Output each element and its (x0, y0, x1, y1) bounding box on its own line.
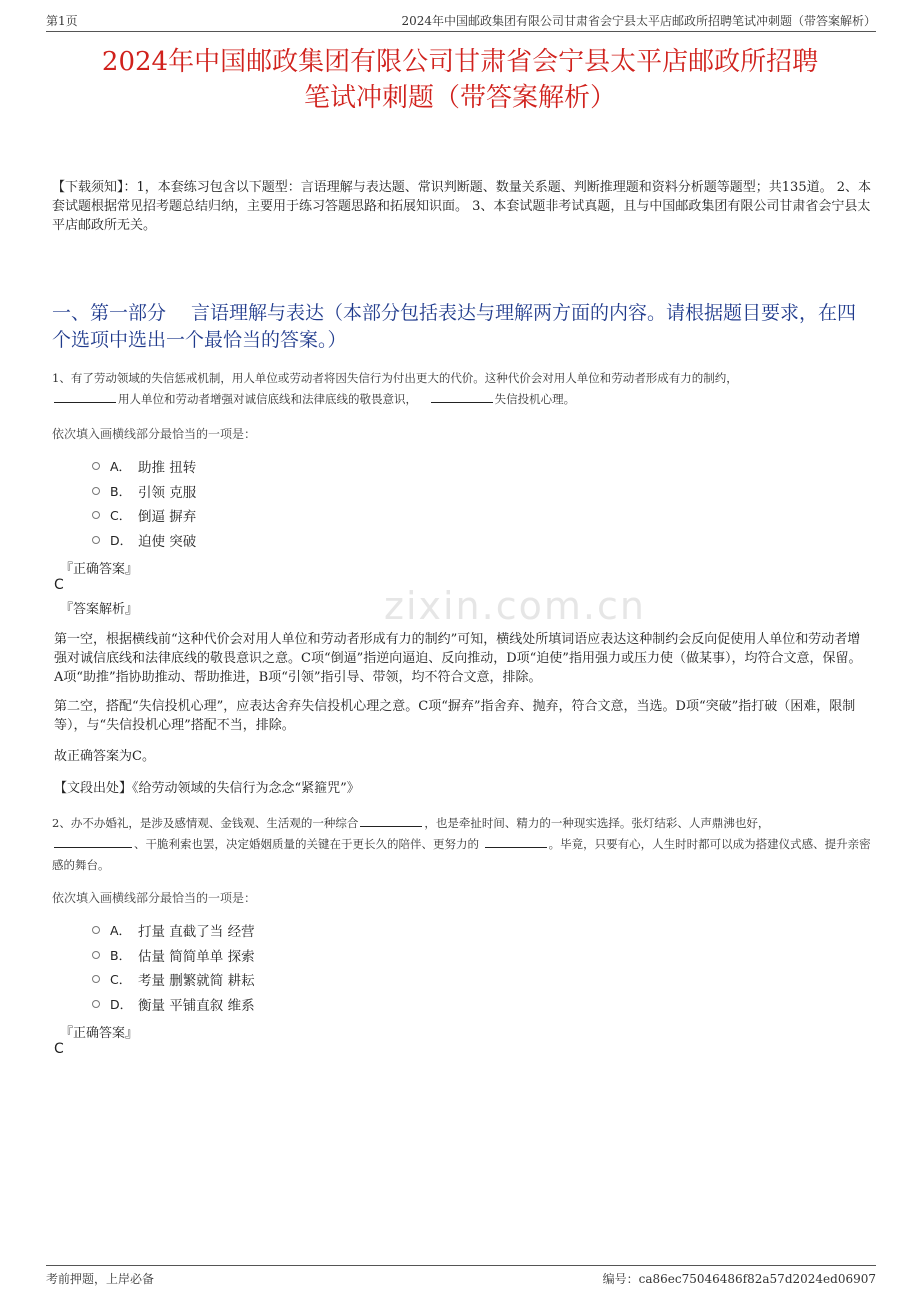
footer-document-id: 编号：ca86ec75046486f82a57d2024ed06907 (602, 1272, 876, 1286)
q1-answer: C (54, 577, 64, 593)
watermark: zixin.com.cn (384, 584, 646, 628)
option-letter: B． (110, 947, 132, 963)
q2-blank-3 (485, 835, 547, 848)
q2-option-b[interactable] (92, 943, 255, 968)
q1-option-a[interactable] (92, 454, 196, 479)
radio-icon[interactable] (92, 975, 100, 983)
radio-icon[interactable] (92, 511, 100, 519)
q2-options (92, 918, 255, 1016)
q1-blank-1 (54, 390, 116, 403)
q2-instruction: 依次填入画横线部分最恰当的一项是： (52, 891, 257, 905)
option-letter: A． (110, 459, 132, 475)
q1-analysis-1: 第一空，根据横线前“这种代价会对用人单位和劳动者形成有力的制约”可知，横线处所填词语应表达这种制约会反向促使用人单位和劳动者增强对诚信底线和法律底线的敬畏意识之意。C项“倒逼”指逆向逼迫、反向推动，D项“迫使”指用强力或压力使（做某事），均符合文意，保留。A项“助推”指协助推动、帮助推进，B项“引领”指引导、带领，均不符合文意，排除。 (54, 632, 862, 685)
radio-icon[interactable] (92, 926, 100, 934)
q2-answer: C (54, 1041, 64, 1057)
q2-stem-part-c: 、干脆利索也罢，决定婚姻质量的关键在于更长久的陪伴、更努力的 (134, 837, 479, 851)
q1-instruction: 依次填入画横线部分最恰当的一项是： (52, 427, 257, 441)
footer-slogan: 考前押题，上岸必备 (46, 1272, 155, 1286)
q1-analysis-2: 第二空，搭配“失信投机心理”，应表达舍弃失信投机心理之意。C项“摒弃”指舍弃、抛弃，符合文意，当选。D项“突破”指打破（困难，限制等），与“失信投机心理”搭配不当，排除。 (54, 699, 856, 733)
radio-icon[interactable] (92, 951, 100, 959)
q1-analysis-label: 『答案解析』 (60, 602, 139, 617)
q2-blank-1 (360, 814, 422, 827)
option-letter: C． (110, 508, 132, 524)
option-text: 助推 扭转 (138, 460, 197, 477)
option-text: 衡量 平铺直叙 维系 (138, 997, 255, 1014)
q2-option-c[interactable] (92, 967, 255, 992)
header-title: 2024年中国邮政集团有限公司甘肃省会宁县太平店邮政所招聘笔试冲刺题（带答案解析） (401, 14, 876, 28)
radio-icon[interactable] (92, 1000, 100, 1008)
q2-option-d[interactable] (92, 992, 255, 1017)
q2-blank-2 (54, 835, 132, 848)
download-notice: 【下载须知】：1，本套练习包含以下题型：言语理解与表达题、常识判断题、数量关系题、判断推理题和资料分析题等题型；共135道。 2、本套试题根据常见招考题总结归纳，主要用于练习答题思路和拓展知识面。 3、本套试题非考试真题，且与中国邮政集团有限公司甘肃省会宁县太平店邮政所无关。 (52, 180, 871, 233)
q2-stem-part-d: 。毕竟，只要有心，人生时时都可以成为搭建仪式感、提升亲密感的舞台。 (52, 837, 871, 872)
section-heading: 一、第一部分 言语理解与表达（本部分包括表达与理解两方面的内容。请根据题目要求，在四个选项中选出一个最恰当的答案。） (52, 302, 857, 351)
radio-icon[interactable] (92, 462, 100, 470)
title-line-1: 2024年中国邮政集团有限公司甘肃省会宁县太平店邮政所招聘 (101, 47, 819, 77)
option-text: 估量 简简单单 探索 (138, 948, 255, 965)
question-2-stem (52, 813, 874, 876)
option-text: 倒逼 摒弃 (138, 509, 197, 526)
q1-stem-part-b: 用人单位和劳动者增强对诚信底线和法律底线的敬畏意识， (118, 392, 417, 406)
footer-divider (46, 1265, 876, 1266)
header-divider (46, 31, 876, 32)
q2-stem-part-a: 2、办不办婚礼，是涉及感情观、金钱观、生活观的一种综合 (52, 816, 359, 830)
q2-stem-part-b: ，也是牵扯时间、精力的一种现实选择。张灯结彩、人声鼎沸也好， (424, 816, 770, 830)
page-footer (46, 1270, 876, 1287)
q1-stem-part-a: 1、有了劳动领域的失信惩戒机制，用人单位或劳动者将因失信行为付出更大的代价。这种代价会对用人单位和劳动者形成有力的制约， (52, 371, 738, 385)
q1-source: 【文段出处】《给劳动领域的失信行为念念“紧箍咒”》 (54, 781, 360, 796)
page-header (46, 12, 876, 30)
radio-icon[interactable] (92, 536, 100, 544)
question-1-stem (52, 368, 874, 410)
document-title (40, 44, 880, 116)
q1-analysis-3: 故正确答案为C。 (54, 749, 155, 764)
q1-stem-part-c: 失信投机心理。 (494, 392, 576, 406)
option-text: 打量 直截了当 经营 (138, 924, 255, 941)
option-text: 考量 删繁就简 耕耘 (138, 973, 255, 990)
q2-answer-label: 『正确答案』 (60, 1026, 139, 1041)
q1-answer-label: 『正确答案』 (60, 562, 139, 577)
option-letter: D． (110, 532, 133, 548)
q1-option-b[interactable] (92, 479, 196, 504)
q1-option-c[interactable] (92, 503, 196, 528)
title-line-2: 笔试冲刺题（带答案解析） (303, 83, 616, 113)
q2-option-a[interactable] (92, 918, 255, 943)
option-letter: A． (110, 923, 132, 939)
option-letter: B． (110, 483, 132, 499)
option-text: 迫使 突破 (138, 533, 197, 550)
page-number: 第1页 (46, 14, 78, 28)
option-letter: D． (110, 996, 133, 1012)
option-letter: C． (110, 972, 132, 988)
q1-blank-2 (431, 390, 493, 403)
radio-icon[interactable] (92, 487, 100, 495)
option-text: 引领 克服 (138, 484, 197, 501)
q1-options (92, 454, 196, 552)
q1-option-d[interactable] (92, 528, 196, 553)
